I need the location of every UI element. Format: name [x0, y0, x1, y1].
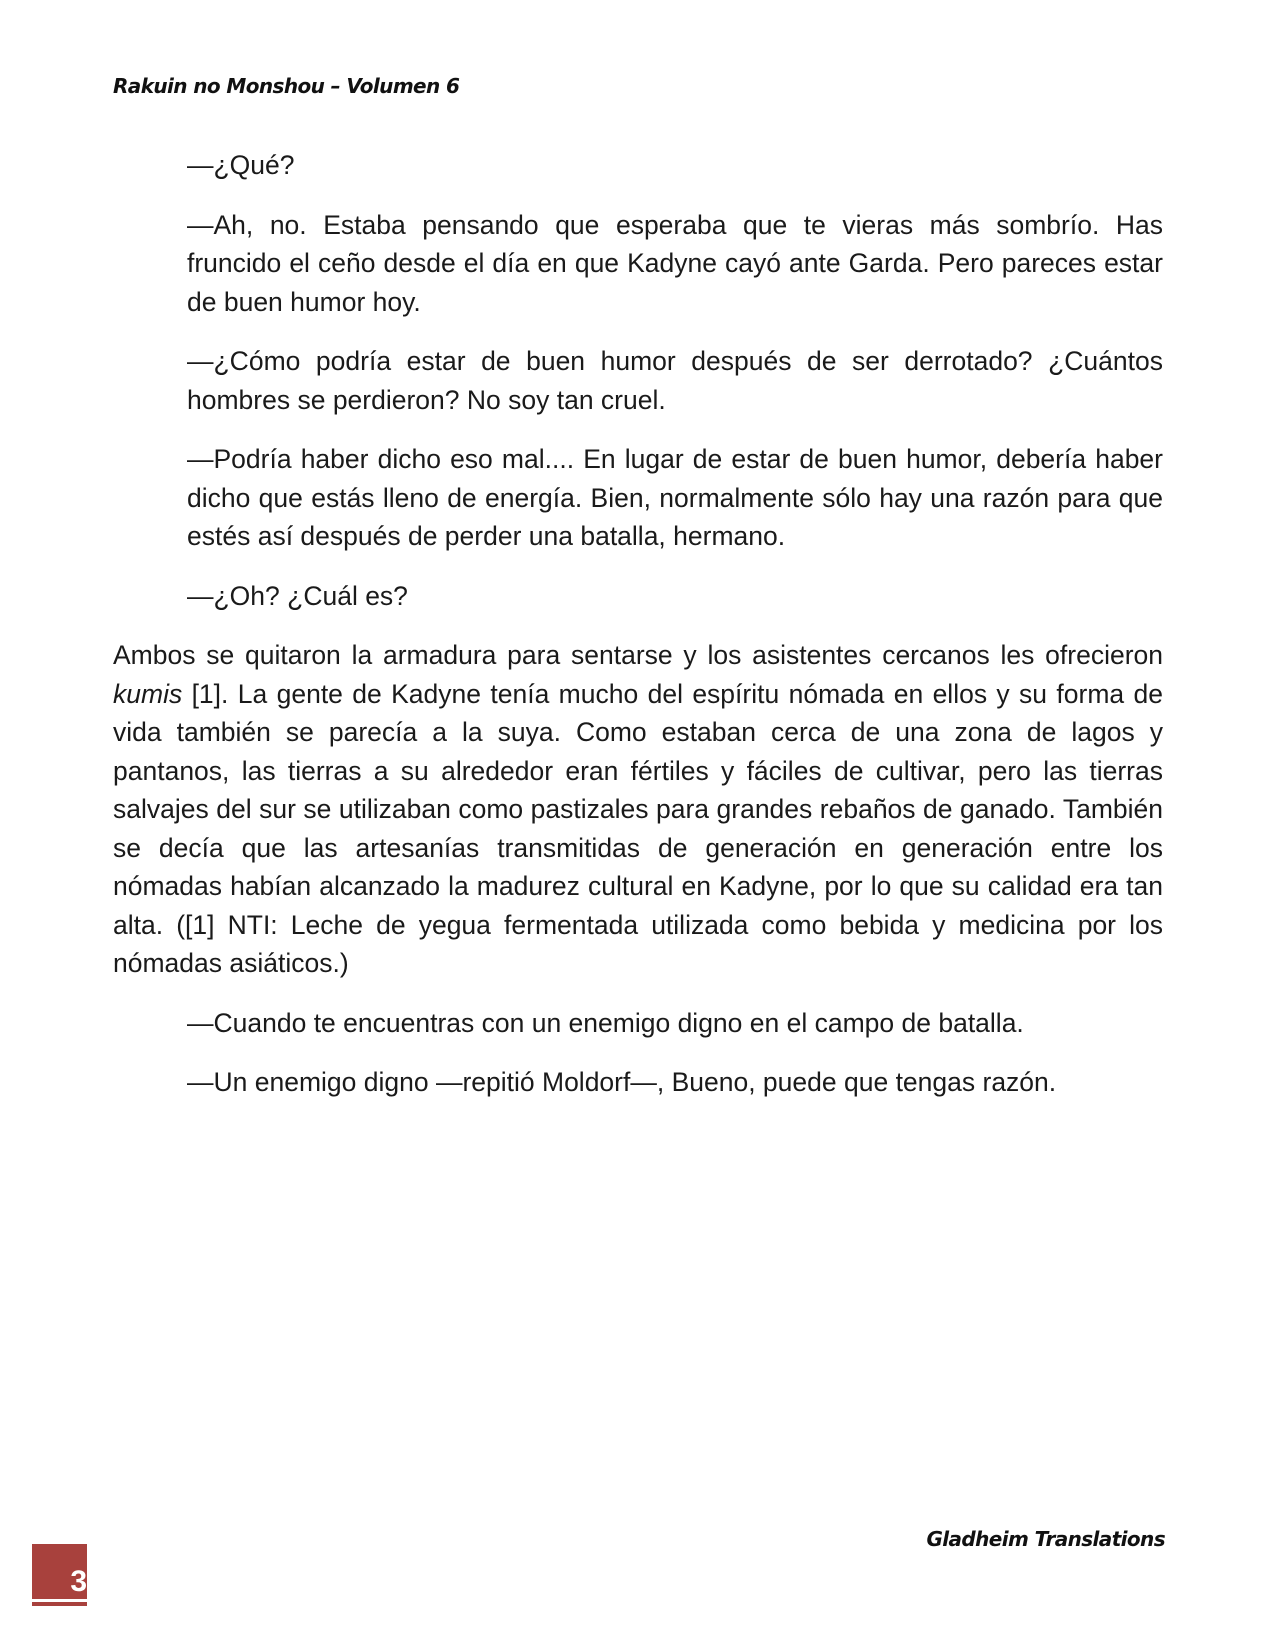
dialogue-paragraph: —Podría haber dicho eso mal.... En lugar de estar de buen humor, debería haber dicho que estás lleno de energía. Bien, normalmente sólo hay una razón para que estés así después de perder una batalla, hermano. [187, 444, 1163, 551]
dialogue-paragraph: —Cuando te encuentras con un enemigo digno en el campo de batalla. [187, 1007, 1024, 1038]
running-header: Rakuin no Monshou – Volumen 6 [113, 74, 460, 98]
dialogue-paragraph: —Ah, no. Estaba pensando que esperaba que te vieras más sombrío. Has fruncido el ceño desde el día en que Kadyne cayó ante Garda. Pero pareces estar de buen humor hoy. [187, 209, 1163, 317]
narrative-text: Ambos se quitaron la armadura para sentarse y los asistentes cercanos les ofrecieron [113, 640, 1163, 670]
page-number-box [32, 1544, 87, 1599]
italic-term: kumis [113, 678, 183, 709]
dialogue-paragraph: —¿Oh? ¿Cuál es? [187, 580, 408, 611]
page-number: 3 [70, 1565, 87, 1598]
dialogue-paragraph: —Un enemigo digno —repitió Moldorf—, Bueno, puede que tengas razón. [187, 1067, 1057, 1097]
running-footer: Gladheim Translations [926, 1527, 1165, 1551]
narrative-paragraph [113, 636, 1163, 983]
page-number-rule [32, 1602, 87, 1606]
narrative-text: [1]. La gente de Kadyne tenía mucho del espíritu nómada en ellos y su forma de vida también se parecía a la suya. Como estaban cerca de una zona de lagos y pantanos, las tierras a su alrededor eran fértiles y fáciles de cultivar, pero las tierras salvajes del sur se utilizaban como pastizales para grandes rebaños de ganado. También se decía que las artesanías transmitidas de generación en generación entre los nómadas habían alcanzado la madurez cultural en Kadyne, por lo que su calidad era tan alta. ([1] NTI: Leche de yegua fermentada utilizada como bebida y medicina por los nómadas asiáticos.) [113, 678, 1163, 978]
body-text [113, 146, 1163, 1123]
dialogue-paragraph: —¿Cómo podría estar de buen humor después de ser derrotado? ¿Cuántos hombres se perdieron? No soy tan cruel. [187, 346, 1163, 415]
dialogue-paragraph: —¿Qué? [187, 150, 295, 180]
